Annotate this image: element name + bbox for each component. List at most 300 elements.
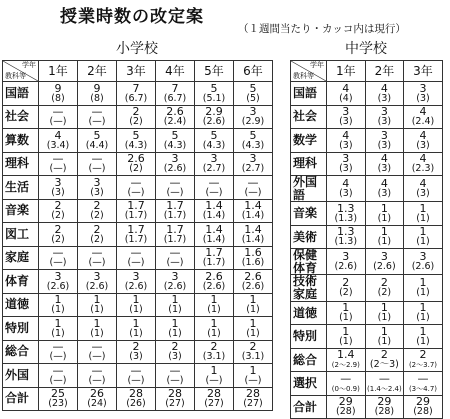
current-hours: (28)	[336, 406, 356, 418]
current-hours: (1)	[339, 335, 353, 347]
proposed-hours: 1	[380, 324, 388, 338]
table-row	[3, 387, 273, 411]
current-hours: (2.6)	[334, 261, 358, 273]
proposed-hours: 28	[129, 387, 143, 401]
current-hours: (3)	[168, 351, 182, 363]
current-hours: (—)	[244, 186, 262, 198]
current-hours: (—)	[166, 186, 184, 198]
hours-cell	[365, 395, 404, 419]
hours-cell	[234, 129, 273, 153]
hours-cell	[117, 152, 156, 176]
current-hours: (3)	[129, 351, 143, 363]
hours-cell	[404, 129, 443, 153]
grade-header: 4年	[156, 61, 195, 82]
current-hours: (3)	[377, 139, 392, 151]
hours-cell	[234, 364, 273, 388]
subject-label: 社会	[291, 105, 327, 129]
table-row	[3, 129, 273, 153]
current-hours: (—)	[88, 351, 106, 363]
current-hours: (2.7)	[202, 163, 226, 175]
hours-cell	[117, 129, 156, 153]
current-hours: (3)	[416, 188, 430, 200]
current-hours: (—)	[49, 351, 67, 363]
hours-cell	[156, 387, 195, 411]
subject-label: 外国	[3, 364, 39, 388]
hours-cell	[156, 176, 195, 200]
proposed-hours: —	[378, 371, 390, 385]
proposed-hours: 2	[380, 276, 388, 290]
proposed-hours: 3	[419, 81, 427, 95]
proposed-hours: 7	[171, 81, 179, 95]
proposed-hours: 1.7	[127, 222, 145, 236]
proposed-hours: —	[91, 363, 103, 377]
proposed-hours: 1	[132, 316, 140, 330]
hours-cell	[234, 340, 273, 364]
hours-cell	[404, 249, 443, 275]
proposed-hours: 4	[54, 128, 62, 142]
current-hours: (4.4)	[85, 139, 109, 151]
proposed-hours: 5	[132, 128, 140, 142]
proposed-hours: 4	[380, 177, 388, 191]
proposed-hours: 1	[380, 201, 388, 215]
current-hours: (1.7)	[163, 210, 187, 222]
current-hours: (3〜4.7)	[408, 384, 438, 393]
hours-cell	[327, 372, 366, 396]
hours-cell	[404, 202, 443, 226]
proposed-hours: 5	[210, 128, 218, 142]
proposed-hours: 1	[93, 316, 101, 330]
proposed-hours: —	[52, 363, 64, 377]
current-hours: (3)	[90, 186, 104, 198]
grade-header: 1年	[39, 61, 78, 82]
hours-cell	[117, 364, 156, 388]
proposed-hours: 2.6	[244, 269, 262, 283]
subject-label: 生活	[3, 176, 39, 200]
hours-cell	[39, 199, 78, 223]
current-hours: (1)	[246, 327, 260, 339]
hours-cell	[78, 317, 117, 341]
subject-label: 家庭	[3, 246, 39, 270]
hours-cell	[39, 293, 78, 317]
table-row	[291, 301, 443, 325]
hours-cell	[404, 105, 443, 129]
current-hours: (1)	[129, 327, 143, 339]
table-row	[291, 275, 443, 301]
proposed-hours: 1	[54, 316, 62, 330]
grade-header: 5年	[195, 61, 234, 82]
hours-cell	[39, 317, 78, 341]
hours-cell	[404, 82, 443, 106]
current-hours: (—)	[244, 374, 262, 386]
proposed-hours: —	[91, 105, 103, 119]
proposed-hours: —	[247, 175, 259, 189]
current-hours: (1)	[90, 327, 104, 339]
hours-cell	[156, 223, 195, 247]
current-hours: (—)	[127, 257, 145, 269]
hours-cell	[327, 249, 366, 275]
hours-cell	[327, 176, 366, 202]
current-hours: (1)	[51, 304, 65, 316]
current-hours: (4)	[339, 92, 353, 104]
corner-label-grade: 学年	[310, 61, 324, 69]
hours-cell	[365, 202, 404, 226]
hours-cell	[156, 340, 195, 364]
hours-cell	[39, 246, 78, 270]
proposed-hours: —	[417, 371, 429, 385]
current-hours: (27)	[165, 398, 185, 410]
elementary-table	[2, 60, 273, 411]
proposed-hours: 1	[380, 225, 388, 239]
proposed-hours: 29	[415, 395, 430, 409]
current-hours: (2)	[90, 210, 104, 222]
proposed-hours: 2.6	[166, 105, 184, 119]
hours-cell	[365, 82, 404, 106]
subject-label: 図工	[3, 223, 39, 247]
current-hours: (1)	[207, 327, 221, 339]
proposed-hours: 9	[93, 81, 101, 95]
proposed-hours: 1	[171, 293, 179, 307]
current-hours: (2)	[90, 233, 104, 245]
hours-cell	[195, 82, 234, 106]
current-hours: (2.7)	[241, 163, 265, 175]
current-hours: (4.3)	[124, 139, 148, 151]
proposed-hours: 4	[419, 152, 427, 166]
grade-header: 3年	[404, 61, 443, 82]
hours-cell	[327, 129, 366, 153]
subject-label: 音楽	[291, 202, 327, 226]
proposed-hours: 5	[249, 81, 257, 95]
hours-cell	[117, 176, 156, 200]
proposed-hours: 3	[380, 250, 388, 264]
hours-cell	[404, 395, 443, 419]
table-row	[3, 199, 273, 223]
proposed-hours: 2	[249, 340, 257, 354]
hours-cell	[78, 340, 117, 364]
hours-cell	[195, 129, 234, 153]
current-hours: (6.7)	[124, 92, 148, 104]
corner-cell	[291, 61, 327, 82]
hours-cell	[156, 270, 195, 294]
proposed-hours: —	[208, 175, 220, 189]
proposed-hours: —	[130, 363, 142, 377]
current-hours: (—)	[205, 186, 223, 198]
proposed-hours: 1	[210, 316, 218, 330]
current-hours: (1.4)	[202, 233, 226, 245]
hours-cell	[234, 105, 273, 129]
proposed-hours: 2.6	[205, 269, 223, 283]
page-title: 授業時数の改定案	[60, 7, 204, 27]
subject-label: 合計	[291, 395, 327, 419]
proposed-hours: 9	[54, 81, 62, 95]
current-hours: (2.6)	[411, 261, 435, 273]
current-hours: (2〜2.9)	[331, 361, 360, 370]
subject-label: 保健 体育	[291, 249, 327, 275]
proposed-hours: 4	[419, 177, 427, 191]
subject-label: 特別	[291, 325, 327, 349]
hours-cell	[234, 246, 273, 270]
hours-cell	[78, 364, 117, 388]
corner-label-grade: 学年	[22, 61, 36, 69]
current-hours: (3.1)	[202, 351, 226, 363]
current-hours: (2.6)	[46, 280, 70, 292]
hours-cell	[404, 176, 443, 202]
proposed-hours: 2	[93, 199, 101, 213]
current-hours: (3)	[339, 139, 353, 151]
current-hours: (—)	[88, 116, 106, 128]
current-hours: (3)	[51, 186, 65, 198]
current-hours: (1.3)	[334, 212, 358, 224]
hours-cell	[117, 270, 156, 294]
hours-cell	[404, 301, 443, 325]
table-note: （１週間当たり・カッコ内は現行）	[238, 23, 406, 35]
proposed-hours: 1	[93, 293, 101, 307]
hours-cell	[39, 270, 78, 294]
proposed-hours: 25	[51, 387, 65, 401]
proposed-hours: 1.4	[337, 348, 355, 362]
proposed-hours: 1.4	[205, 222, 223, 236]
hours-cell	[78, 223, 117, 247]
proposed-hours: —	[52, 340, 64, 354]
current-hours: (24)	[87, 398, 107, 410]
hours-cell	[327, 202, 366, 226]
current-hours: (1)	[168, 327, 182, 339]
proposed-hours: 5	[249, 128, 257, 142]
current-hours: (0〜0.9)	[331, 384, 360, 393]
current-hours: (27)	[204, 398, 224, 410]
table-row	[3, 223, 273, 247]
hours-cell	[327, 105, 366, 129]
proposed-hours: 1	[342, 324, 350, 338]
hours-cell	[365, 325, 404, 349]
table-row	[291, 249, 443, 275]
proposed-hours: 5	[210, 81, 218, 95]
current-hours: (3)	[377, 116, 392, 128]
proposed-hours: 1.7	[166, 199, 184, 213]
proposed-hours: 7	[132, 81, 140, 95]
current-hours: (2.6)	[163, 280, 187, 292]
current-hours: (5.1)	[202, 92, 226, 104]
hours-cell	[117, 246, 156, 270]
corner-cell	[3, 61, 39, 82]
proposed-hours: 1.3	[337, 225, 355, 239]
current-hours: (2.6)	[124, 280, 148, 292]
proposed-hours: —	[130, 175, 142, 189]
table-row	[3, 317, 273, 341]
current-hours: (3.1)	[241, 351, 265, 363]
current-hours: (1)	[246, 304, 260, 316]
proposed-hours: 1.7	[127, 199, 145, 213]
current-hours: (1.4〜2.4)	[367, 384, 402, 393]
current-hours: (1)	[377, 236, 392, 248]
current-hours: (1)	[377, 212, 392, 224]
proposed-hours: 3	[93, 175, 101, 189]
subject-label: 美術	[291, 225, 327, 249]
hours-cell	[365, 152, 404, 176]
hours-cell	[365, 275, 404, 301]
table-row	[3, 293, 273, 317]
proposed-hours: 4	[380, 81, 388, 95]
proposed-hours: 2	[132, 340, 140, 354]
current-hours: (1)	[51, 327, 65, 339]
hours-cell	[404, 152, 443, 176]
proposed-hours: 2	[132, 105, 140, 119]
hours-cell	[234, 152, 273, 176]
hours-cell	[327, 275, 366, 301]
hours-cell	[117, 223, 156, 247]
subject-label: 体育	[3, 270, 39, 294]
subject-label: 理科	[291, 152, 327, 176]
proposed-hours: 2	[380, 348, 388, 362]
table-row	[3, 105, 273, 129]
current-hours: (1.7)	[124, 233, 148, 245]
corner-label-subject: 教科等	[293, 72, 314, 80]
hours-cell	[195, 270, 234, 294]
hours-cell	[234, 387, 273, 411]
proposed-hours: 1.4	[244, 222, 262, 236]
subject-label: 道徳	[3, 293, 39, 317]
current-hours: (3.4)	[46, 139, 70, 151]
table-row	[3, 82, 273, 106]
current-hours: (—)	[49, 116, 67, 128]
hours-cell	[39, 82, 78, 106]
hours-cell	[195, 176, 234, 200]
current-hours: (3)	[416, 92, 430, 104]
proposed-hours: —	[52, 246, 64, 260]
hours-cell	[78, 152, 117, 176]
proposed-hours: 4	[419, 105, 427, 119]
proposed-hours: 4	[342, 128, 350, 142]
hours-cell	[39, 387, 78, 411]
hours-cell	[234, 82, 273, 106]
current-hours: (26)	[126, 398, 146, 410]
proposed-hours: 1.7	[205, 246, 223, 260]
proposed-hours: —	[169, 175, 181, 189]
hours-cell	[365, 225, 404, 249]
subject-label: 技術 家庭	[291, 275, 327, 301]
hours-cell	[365, 249, 404, 275]
current-hours: (23)	[48, 398, 68, 410]
grade-header: 2年	[365, 61, 404, 82]
current-hours: (—)	[166, 257, 184, 269]
proposed-hours: 3	[210, 152, 218, 166]
current-hours: (1)	[168, 304, 182, 316]
table-row	[3, 152, 273, 176]
current-hours: (1.6)	[241, 257, 265, 269]
hours-cell	[195, 246, 234, 270]
hours-cell	[39, 176, 78, 200]
current-hours: (2)	[51, 210, 65, 222]
current-hours: (1)	[416, 236, 430, 248]
proposed-hours: 3	[171, 269, 179, 283]
hours-cell	[195, 293, 234, 317]
hours-cell	[327, 82, 366, 106]
subject-label: 外国 語	[291, 176, 327, 202]
hours-cell	[327, 395, 366, 419]
proposed-hours: 1	[249, 316, 257, 330]
proposed-hours: 1	[419, 225, 427, 239]
proposed-hours: 3	[342, 250, 350, 264]
hours-cell	[156, 364, 195, 388]
current-hours: (8)	[51, 92, 65, 104]
hours-cell	[365, 301, 404, 325]
proposed-hours: —	[130, 246, 142, 260]
current-hours: (2.3)	[411, 163, 435, 175]
junior-table	[290, 60, 443, 419]
current-hours: (2)	[377, 287, 392, 299]
table-row	[291, 395, 443, 419]
proposed-hours: 1	[249, 363, 257, 377]
corner-label-subject: 教科等	[5, 72, 26, 80]
table-row	[3, 246, 273, 270]
hours-cell	[156, 199, 195, 223]
proposed-hours: 2	[342, 276, 350, 290]
current-hours: (4.3)	[163, 139, 187, 151]
current-hours: (2.4)	[163, 116, 187, 128]
proposed-hours: 1	[54, 293, 62, 307]
current-hours: (1.4)	[241, 233, 265, 245]
junior-heading: 中学校	[345, 41, 387, 57]
proposed-hours: 3	[93, 269, 101, 283]
table-row	[3, 364, 273, 388]
hours-cell	[117, 317, 156, 341]
proposed-hours: 1	[171, 316, 179, 330]
current-hours: (2〜3.7)	[408, 361, 438, 370]
hours-cell	[234, 293, 273, 317]
hours-cell	[404, 372, 443, 396]
proposed-hours: 3	[171, 152, 179, 166]
proposed-hours: 29	[377, 395, 392, 409]
hours-cell	[39, 105, 78, 129]
hours-cell	[234, 223, 273, 247]
hours-cell	[78, 176, 117, 200]
current-hours: (1)	[90, 304, 104, 316]
hours-cell	[156, 317, 195, 341]
current-hours: (—)	[127, 374, 145, 386]
proposed-hours: 4	[380, 152, 388, 166]
hours-cell	[195, 387, 234, 411]
hours-cell	[78, 199, 117, 223]
current-hours: (27)	[243, 398, 263, 410]
proposed-hours: 3	[54, 269, 62, 283]
proposed-hours: 1	[132, 293, 140, 307]
table-row	[291, 152, 443, 176]
hours-cell	[39, 129, 78, 153]
hours-cell	[156, 293, 195, 317]
hours-cell	[39, 223, 78, 247]
current-hours: (1)	[416, 335, 430, 347]
hours-cell	[78, 270, 117, 294]
current-hours: (3)	[377, 92, 392, 104]
hours-cell	[234, 176, 273, 200]
hours-cell	[327, 348, 366, 372]
proposed-hours: 1.4	[205, 199, 223, 213]
current-hours: (6.7)	[163, 92, 187, 104]
current-hours: (2.6)	[241, 280, 265, 292]
subject-label: 特別	[3, 317, 39, 341]
hours-cell	[234, 270, 273, 294]
current-hours: (1.4)	[202, 210, 226, 222]
hours-cell	[78, 82, 117, 106]
current-hours: (1)	[416, 287, 430, 299]
proposed-hours: 3	[342, 152, 350, 166]
proposed-hours: 1	[419, 324, 427, 338]
current-hours: (2)	[129, 116, 143, 128]
current-hours: (1)	[377, 312, 392, 324]
hours-cell	[365, 348, 404, 372]
hours-cell	[195, 199, 234, 223]
proposed-hours: 1.6	[244, 246, 262, 260]
table-row	[291, 82, 443, 106]
